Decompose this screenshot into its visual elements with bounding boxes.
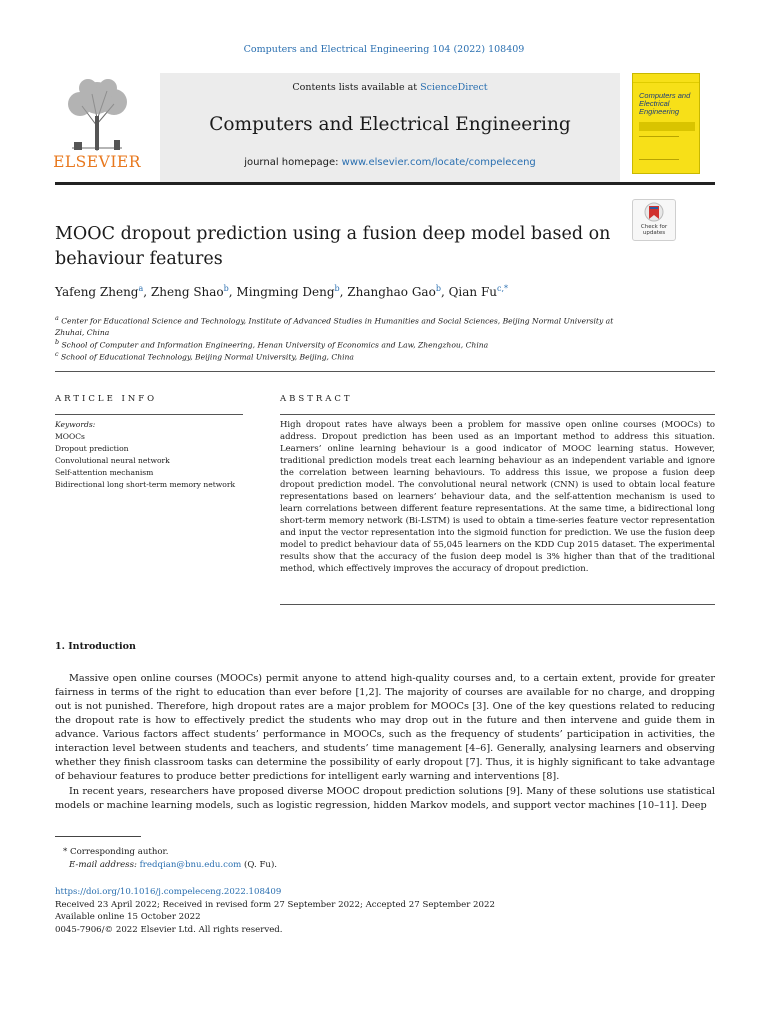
- affiliation-text: School of Computer and Information Engineering, Henan University of Economics and Law, Zhengzhou, China: [61, 340, 489, 350]
- article-info-heading: ARTICLE INFO: [55, 394, 158, 404]
- keyword-item[interactable]: Self-attention mechanism: [55, 468, 154, 477]
- affiliation-a: [55, 313, 615, 338]
- article-info-rule: [55, 414, 243, 415]
- affiliation-marker: c: [55, 351, 59, 358]
- author-name[interactable]: Zhanghao Gao: [347, 285, 436, 299]
- author-name[interactable]: Qian Fu: [448, 285, 498, 299]
- author-affiliation-marker[interactable]: b: [334, 284, 340, 293]
- cover-top-strip: [633, 74, 699, 83]
- email-suffix: (Q. Fu).: [241, 860, 278, 870]
- cover-title: Computers and Electrical Engineering: [639, 91, 691, 116]
- affiliation-c: [55, 349, 615, 363]
- author-name[interactable]: Mingming Deng: [236, 285, 335, 299]
- check-for-updates-label: Check for updates: [640, 224, 668, 236]
- introduction-paragraph-2: In recent years, researchers have proposed diverse MOOC dropout prediction solutions [9]. Many of these solutions use statistical models or machine learning models, such as logistic regression, hidden Markov models, and support vector machines [10–11]. Deep: [55, 786, 715, 811]
- author-name[interactable]: Zheng Shao: [150, 285, 224, 299]
- footnote-rule: [55, 836, 141, 837]
- tree-icon: [52, 76, 142, 154]
- author-separator: ,: [228, 285, 237, 299]
- cover-lines: [639, 136, 679, 160]
- article-title: MOOC dropout prediction using a fusion deep model based on behaviour features: [55, 224, 611, 269]
- email-label: E-mail address:: [69, 860, 140, 870]
- received-dates: Received 23 April 2022; Received in revised form 27 September 2022; Accepted 27 September 2022: [55, 899, 495, 910]
- homepage-link[interactable]: www.elsevier.com/locate/compeleceng: [341, 157, 536, 168]
- abstract-bottom-rule: [280, 604, 715, 605]
- introduction-heading: 1. Introduction: [55, 641, 136, 652]
- author-affiliation-marker[interactable]: a: [138, 284, 144, 293]
- author-separator: ,: [143, 285, 151, 299]
- affiliation-text: School of Educational Technology, Beijing Normal University, Beijing, China: [60, 352, 354, 362]
- email-link[interactable]: fredqian@bnu.edu.com: [139, 860, 242, 870]
- journal-cover-image[interactable]: [632, 73, 700, 174]
- bookmark-icon: [633, 200, 675, 224]
- keyword-item[interactable]: Bidirectional long short-term memory network: [55, 480, 236, 489]
- keywords-label: Keywords:: [55, 420, 96, 429]
- doi-link[interactable]: https://doi.org/10.1016/j.compeleceng.2022.108409: [55, 887, 282, 897]
- abstract-text: High dropout rates have always been a problem for massive open online courses (MOOCs) to address. Dropout prediction has been used as an important method to address this situation. Learners’ online learning behaviour is a good indicator of MOOC learning status. However, traditional prediction models treat each learning behaviour as an independent variable and ignore the correlation between learning behaviours. To address this issue, we propose a fusion deep dropout prediction model. The convolutional neural network (CNN) is used to obtain local feature representations based on learners’ behaviour data, and the self-attention mechanism is used to learn correlations between different feature representations. At the same time, a bidirectional long short-term memory network (Bi-LSTM) is used to obtain a time-series feature vector representation and input the vector representation into the sigmoid function for prediction. We use the fusion deep model to predict behaviour data of 55,045 learners on the KDD Cup 2015 dataset. The experimental results show that the accuracy of the fusion deep model is 3% higher than that of the traditional method, which effectively improves the accuracy of dropout prediction.: [280, 420, 715, 574]
- author-affiliation-marker[interactable]: c,*: [497, 284, 509, 293]
- abstract-heading: ABSTRACT: [280, 394, 353, 404]
- footnote: [55, 846, 455, 872]
- section-rule: [55, 371, 715, 372]
- author-separator: ,: [440, 285, 449, 299]
- author-name[interactable]: Yafeng Zheng: [55, 285, 139, 299]
- contents-line: [160, 82, 620, 93]
- publication-info: [55, 886, 555, 936]
- header-rule: [55, 182, 715, 185]
- copyright: 0045-7906/© 2022 Elsevier Ltd. All rights reserved.: [55, 924, 283, 935]
- abstract-rule: [280, 414, 715, 415]
- affiliation-marker: a: [55, 315, 59, 322]
- author-list: [55, 285, 675, 299]
- check-for-updates-button[interactable]: [632, 199, 676, 241]
- journal-name: Computers and Electrical Engineering: [209, 114, 571, 135]
- corresponding-author-note: * Corresponding author.: [63, 847, 169, 857]
- keyword-item[interactable]: Convolutional neural network: [55, 456, 170, 465]
- email-line: [55, 859, 455, 872]
- homepage-line: [160, 157, 620, 168]
- keyword-item[interactable]: MOOCs: [55, 432, 85, 441]
- affiliation-text: Center for Educational Science and Technology, Institute of Advanced Studies in Humanities and Social Sciences, Beijing Normal University at Zhuhai, China: [55, 316, 614, 337]
- author-affiliation-marker[interactable]: b: [435, 284, 441, 293]
- journal-reference[interactable]: Computers and Electrical Engineering 104 (2022) 108409: [243, 44, 525, 55]
- homepage-prefix: journal homepage:: [244, 157, 342, 168]
- elsevier-wordmark: ELSEVIER: [53, 153, 141, 171]
- sciencedirect-link[interactable]: ScienceDirect: [420, 82, 488, 93]
- author-separator: ,: [339, 285, 348, 299]
- author-affiliation-marker[interactable]: b: [223, 284, 229, 293]
- contents-prefix: Contents lists available at: [292, 82, 421, 93]
- affiliation-marker: b: [55, 339, 60, 346]
- available-online: Available online 15 October 2022: [55, 912, 201, 922]
- introduction-paragraph-1: Massive open online courses (MOOCs) permit anyone to attend high-quality courses and, to a certain extent, provide for greater fairness in terms of the right to education than ever before [1,2]. The majority of courses are available for no charge, and dropping out is not punished. Therefore, high dropout rates are a major problem for MOOCs [3]. One of the key questions related to reducing the dropout rate is how to effectively predict the students who may drop out in the future and then intervene and guide them in advance. Various factors affect students’ performance in MOOCs, such as the frequency of students’ participation in activities, the interaction level between students and teachers, and students’ time management [4–6]. Generally, analysing learners and observing whether they finish classroom tasks can determine the possibility of early dropout [7]. Thus, it is highly significant to take advantage of behaviour features to produce better predictions for intelligent early warning and interventions [8].: [55, 673, 715, 782]
- cover-bar: [639, 122, 695, 131]
- keywords-block: [55, 419, 255, 491]
- keyword-item[interactable]: Dropout prediction: [55, 444, 129, 453]
